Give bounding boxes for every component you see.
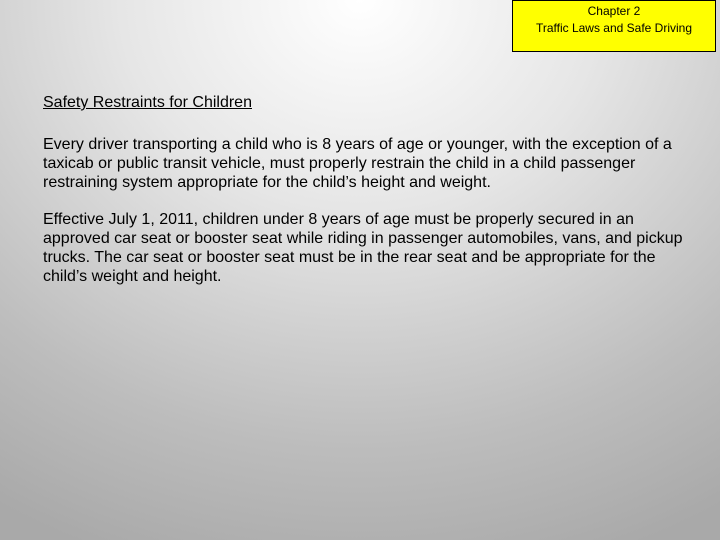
slide-content: [43, 93, 683, 304]
paragraph: Every driver transporting a child who is 8 years of age or younger, with the exception of a taxicab or public transit vehicle, must properly restrain the child in a child passenger restraining system appropriate for the child’s height and weight.: [43, 136, 672, 191]
chapter-number: Chapter 2: [587, 4, 641, 18]
paragraph: Effective July 1, 2011, children under 8 years of age must be properly secured in an approved car seat or booster seat while riding in passenger automobiles, vans, and pickup trucks. The car seat or booster seat must be in the rear seat and be appropriate for the child’s weight and height.: [43, 211, 683, 285]
section-heading: Safety Restraints for Children: [43, 94, 252, 111]
chapter-label-box: [512, 0, 716, 52]
chapter-title: Traffic Laws and Safe Driving: [535, 21, 693, 35]
